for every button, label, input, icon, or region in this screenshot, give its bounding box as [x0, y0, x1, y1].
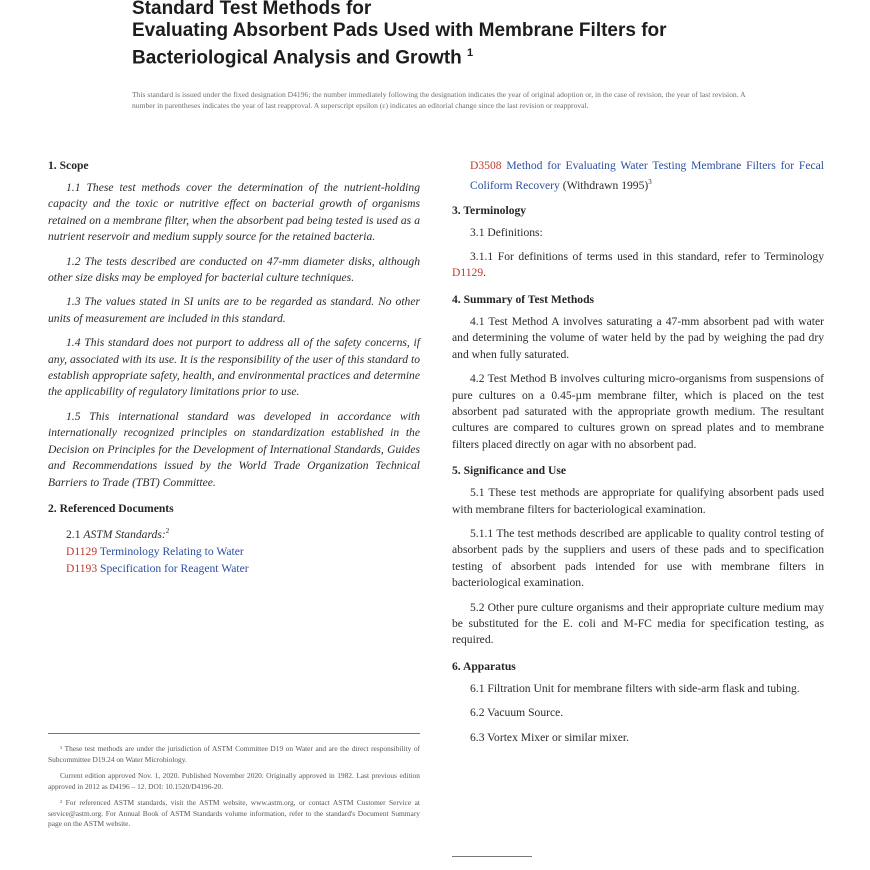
para-1-3: 1.3 The values stated in SI units are to be regarded as standard. No other units of measurement are included in this standard. [48, 295, 420, 325]
scope-heading: 1. Scope [48, 159, 89, 172]
ref-2-1-sup: 2 [165, 526, 170, 535]
para-3-1-1-text: 3.1.1 For definitions of terms used in this standard, refer to Terminology [470, 250, 824, 264]
footnote-1a: ¹ These test methods are under the jurisdiction of ASTM Committee D19 on Water and are the direct responsibility of Subcommittee D19.24 on Water Microbiology. [48, 744, 420, 764]
para-4-2: 4.2 Test Method B involves culturing micro-organisms from suspensions of pure cultures on a 0.45-µm membrane filter, which is placed on the test absorbent pad saturated with the appropriate growth medium. The resultant cultures are compared to cultures grown on spread plates and to membrane filters placed directly on agar with no absorbent pad. [452, 372, 824, 451]
para-1-2: 1.2 The tests described are conducted on 47-mm diameter disks, although other size disks may be employed for bacterial culture techniques. [48, 254, 420, 285]
para-4-1: 4.1 Test Method A involves saturating a 47-mm absorbent pad with water and determining the volume of water held by the pad by weighing the pad dry and when fully saturated. [452, 314, 824, 361]
ref-2-1 [48, 523, 420, 543]
terminology-heading: 3. Terminology [452, 203, 527, 217]
term-link-d1129[interactable]: D1129 [452, 266, 484, 280]
para-5-2: 5.2 Other pure culture organisms and their appropriate culture medium may be substituted for the E. coli and M-FC media for specification testing, as required. [452, 600, 824, 647]
para-3-1-1-end: . [483, 266, 487, 280]
title-footnote-mark: 1 [467, 47, 474, 59]
right-column [452, 158, 824, 756]
ref-title-d1129[interactable]: Terminology Relating to Water [97, 544, 244, 558]
ref-code-d1129[interactable]: D1129 [66, 544, 98, 558]
left-column [48, 158, 420, 587]
ref-link-d1129[interactable] [48, 543, 420, 560]
para-6-1: 6.1 Filtration Unit for membrane filters with side-arm flask and tubing. [470, 681, 800, 695]
para-1-5: 1.5 This international standard was developed in accordance with internationally recognized principles on standardization established in the Decision on Principles for the Development of International Standards, Guides and Recommendations issued by the World Trade Organization Technical Barriers to Trade (TBT) Committee. [48, 409, 420, 489]
title-line-1: Standard Test Methods for [132, 0, 372, 19]
ref-link-d3508[interactable] [452, 158, 824, 195]
ref-2-1-num: 2.1 [66, 527, 84, 541]
section-apparatus [452, 659, 824, 746]
footnote-2: ² For referenced ASTM standards, visit the ASTM website, www.astm.org, or contact ASTM Customer Service at service@astm.org. For Annual Book of ASTM Standards volume information, refer to the standard's Document Summary page on the ASTM website. [48, 798, 420, 828]
para-6-2: 6.2 Vacuum Source. [470, 706, 564, 720]
para-5-1-1: 5.1.1 The test methods described are applicable to quality control testing of absorbent pads by the suppliers and users of these pads and to specification testing of absorbent pads intended for use with membrane filters in bacteriological examination. [452, 526, 824, 590]
designation-notice: This standard is issued under the fixed designation D4196; the number immediately following the designation indicates the year of original adoption or, in the case of revision, the year of last revision. A number in parentheses indicates the year of last reapproval. A superscript epsilon (ε) indicates an editorial change since the last revision or reapproval. [132, 90, 746, 110]
para-6-3: 6.3 Vortex Mixer or similar mixer. [470, 730, 629, 744]
section-terminology [452, 203, 824, 282]
summary-heading: 4. Summary of Test Methods [452, 292, 595, 306]
title-line-3 [132, 42, 812, 69]
footnote-rule-right [452, 856, 532, 857]
para-3-1-1 [452, 249, 824, 282]
para-1-1: 1.1 These test methods cover the determination of the nutrient-holding capacity and the toxic or nutritive effect on bacterial growth of organisms retained on a membrane filter, when the absorbent pad being tested is used as a nutrient reservoir and medium supply source for the retained bacteria. [48, 181, 420, 244]
title-line-3-text: Bacteriological Analysis and Growth [132, 47, 462, 69]
document-title [132, 0, 812, 69]
apparatus-heading: 6. Apparatus [452, 659, 516, 673]
para-1-4: 1.4 This standard does not purport to address all of the safety concerns, if any, associated with its use. It is the responsibility of the user of this standard to establish appropriate safety, health, and environmental practices and determine the applicability of regulatory limitations prior to use. [48, 336, 420, 399]
ref-2-1-label: ASTM Standards: [83, 527, 166, 541]
section-referenced-documents [48, 501, 420, 577]
ref-d3508-tail: (Withdrawn 1995) [559, 179, 649, 193]
footnotes [48, 733, 420, 836]
ref-d3508-sup: 3 [648, 178, 652, 187]
section-scope [48, 158, 420, 491]
section-summary [452, 292, 824, 453]
section-significance [452, 463, 824, 649]
ref-code-d1193[interactable]: D1193 [66, 561, 98, 575]
ref-code-d3508[interactable]: D3508 [470, 159, 502, 172]
ref-link-d1193[interactable] [48, 560, 420, 577]
para-5-1: 5.1 These test methods are appropriate for qualifying absorbent pads used with membrane filters for bacteriological examination. [452, 486, 824, 516]
ref-heading: 2. Referenced Documents [48, 501, 174, 515]
title-line-2: Evaluating Absorbent Pads Used with Membrane Filters for [132, 20, 667, 41]
para-3-1: 3.1 Definitions: [470, 225, 543, 239]
ref-title-d3508[interactable]: Method for Evaluating Water Testing Membrane Filters for Fecal Coliform Recovery [470, 159, 824, 193]
ref-title-d1193[interactable]: Specification for Reagent Water [97, 561, 249, 575]
significance-heading: 5. Significance and Use [452, 464, 567, 478]
footnote-1b: Current edition approved Nov. 1, 2020. Published November 2020. Originally approved in 1982. Last previous edition approved in 2012 as D4196 – 12. DOI: 10.1520/D4196-20. [48, 771, 420, 791]
